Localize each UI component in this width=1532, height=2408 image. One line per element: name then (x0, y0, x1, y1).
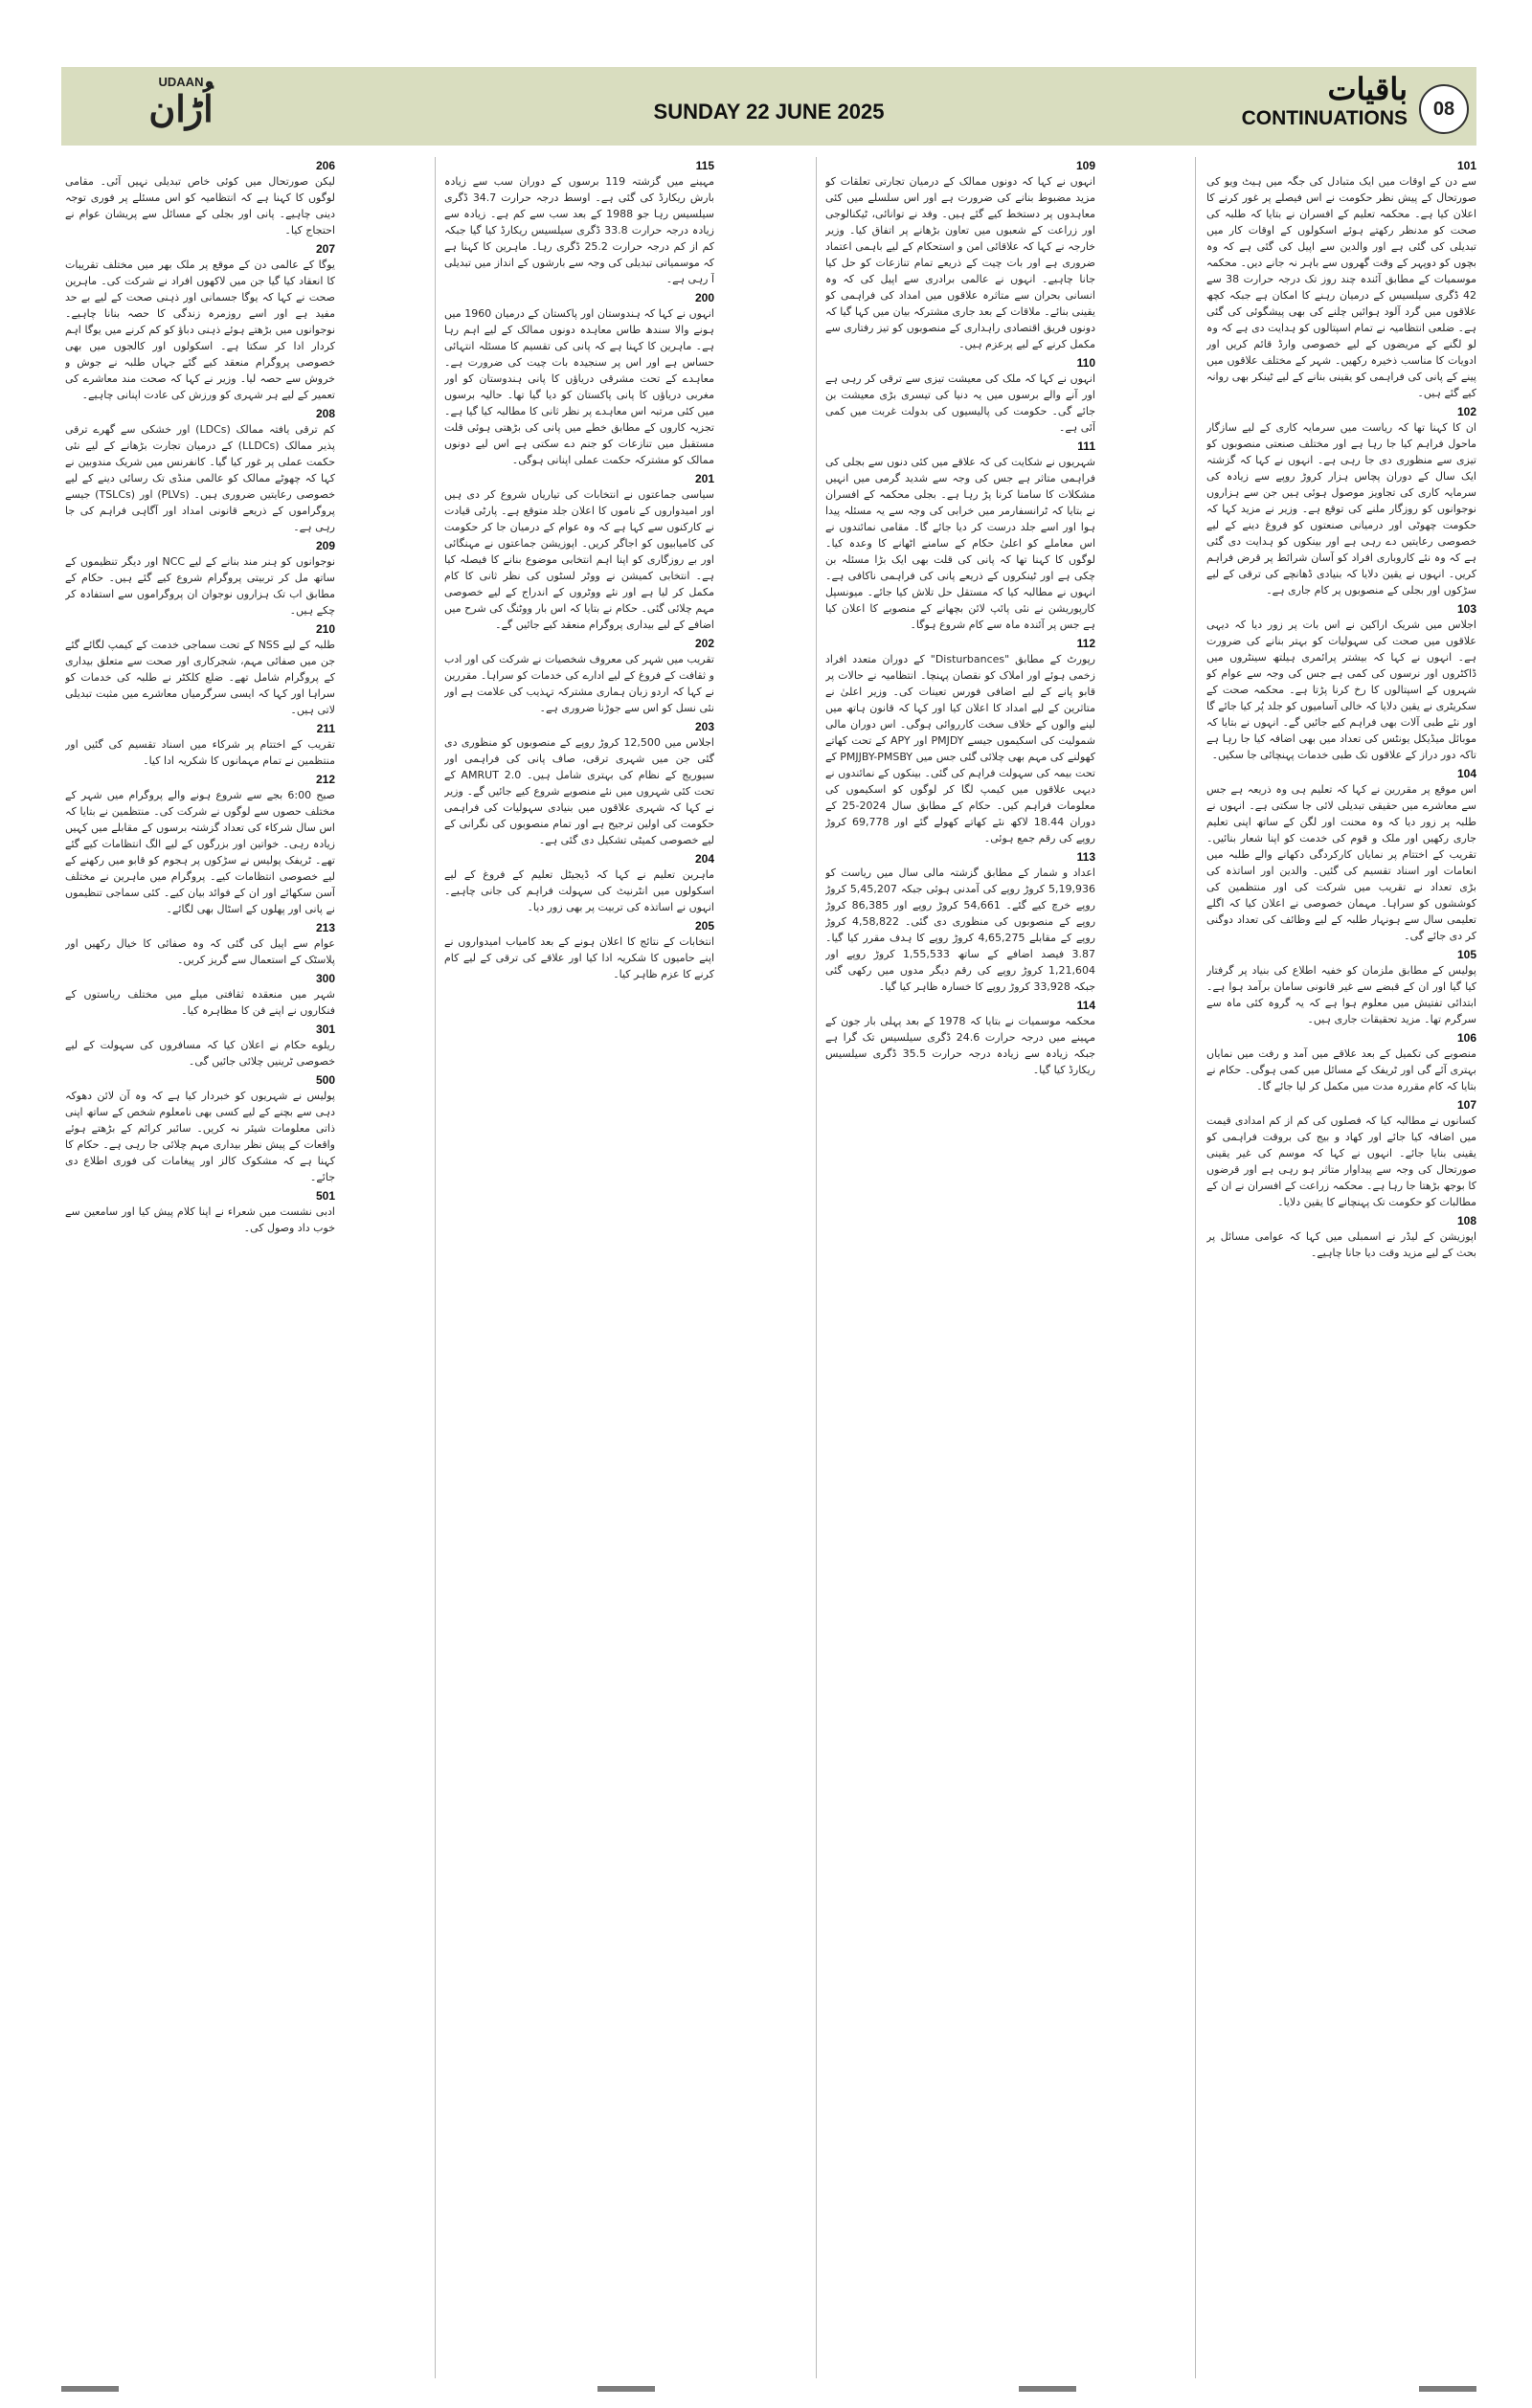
continuation-text: نوجوانوں کو ہنر مند بنانے کے لیے NCC اور دیگر تنظیموں کے ساتھ مل کر تربیتی پروگرام شروع کیے گئے ہیں۔ حکام کے مطابق اب تک ہزاروں نوجوان ان پروگراموں سے استفادہ کر چکے ہیں۔ (65, 555, 335, 617)
footer-bars (61, 2386, 1476, 2392)
column-divider (1195, 157, 1196, 2378)
continuation-text: اجلاس میں 12,500 کروڑ روپے کے منصوبوں کو منظوری دی گئی جن میں شہری ترقی، صاف پانی کی فراہمی اور سیوریج کے نظام کی بہتری شامل ہیں۔ AMRUT 2.0 کے تحت کئی شہروں میں نئے منصوبے شروع کیے جائیں گے۔ وزیر نے کہا کہ شہری علاقوں میں بنیادی سہولیات کی فراہمی حکومت کی اولین ترجیح ہے اور تمام منصوبوں کی نگرانی کے لیے خصوصی کمیٹی تشکیل دی گئی ہے۔ (444, 736, 714, 846)
continuation-number: 101 (1456, 159, 1476, 172)
continuation-number: 102 (1456, 405, 1476, 418)
continuation-text: اعداد و شمار کے مطابق گزشتہ مالی سال میں ریاست کو 5,19,936 کروڑ روپے کی آمدنی ہوئی جبکہ 5,45,207 کروڑ روپے خرچ کیے گئے۔ 54,661 کروڑ روپے اور 86,385 کروڑ روپے کے منصوبوں کی منظوری دی گئی۔ 4,58,822 کروڑ روپے کے مقابلے 4,65,275 کروڑ روپے کا ہدف مقرر کیا گیا۔ 3.87 فیصد اضافے کے ساتھ 1,55,533 کروڑ روپے اور 1,21,604 کروڑ روپے کی رقم دیگر مدوں میں رکھی گئی جبکہ 33,928 کروڑ روپے کا خسارہ ظاہر کیا گیا۔ (825, 866, 1095, 993)
continuation-number: 301 (315, 1023, 335, 1036)
logo-english: UDAAN (158, 75, 204, 89)
continuation-text: مہینے میں گزشتہ 119 برسوں کے دوران سب سے زیادہ بارش ریکارڈ کی گئی ہے۔ اوسط درجہ حرارت 34.7 ڈگری سیلسیس رہا جو 1988 کے بعد سب سے کم ہے۔ زیادہ سے زیادہ درجہ حرارت 33.8 ڈگری سیلسیس ریکارڈ کیا گیا جبکہ کم از کم درجہ حرارت 25.2 ڈگری رہا۔ ماہرین کا کہنا ہے کہ موسمیاتی تبدیلی کی وجہ سے بارشوں کے انداز میں تبدیلی آ رہی ہے۔ (444, 175, 714, 285)
continuation-number: 113 (1076, 850, 1095, 864)
continuation-text: انہوں نے کہا کہ ہندوستان اور پاکستان کے درمیان 1960 میں ہونے والا سندھ طاس معاہدہ دونوں ممالک کے لیے اہم رہا ہے۔ ماہرین کا کہنا ہے کہ پانی کی تقسیم کا مسئلہ انتہائی حساس ہے اور اس پر سنجیدہ بات چیت کی ضرورت ہے۔ معاہدے کے تحت مشرقی دریاؤں کا پانی ہندوستان کو اور مغربی دریاؤں کا پانی پاکستان کو دیا گیا تھا۔ حالیہ برسوں میں کئی مرتبہ اس معاہدے پر نظر ثانی کا مطالبہ کیا گیا ہے۔ تجزیہ کاروں کے مطابق خطے میں پانی کی بڑھتی ہوئی قلت مستقبل میں تنازعات کو جنم دے سکتی ہے اس لیے دونوں ممالک کو مشترکہ حکمت عملی اپنانی ہوگی۔ (444, 307, 714, 466)
footer-bar (61, 2386, 119, 2392)
continuation-text: سے دن کے اوقات میں ایک متبادل کی جگہ میں ہیٹ ویو کی صورتحال کے پیش نظر حکومت نے اس فیصلے پر غور کرنے کا اعلان کیا ہے۔ محکمہ تعلیم کے افسران نے بتایا کہ طلبہ کی صحت کو مدنظر رکھتے ہوئے اسکولوں کے اوقات کار میں تبدیلی کی گئی ہے اور والدین سے اپیل کی گئی ہے کہ وہ بچوں کو دوپہر کے وقت گھروں سے باہر نہ جانے دیں۔ محکمہ موسمیات کے مطابق آئندہ چند روز تک درجہ حرارت 38 سے 42 ڈگری سیلسیس کے درمیان رہنے کا امکان ہے جبکہ کچھ علاقوں میں گرد آلود ہوائیں چلنے کی بھی پیشگوئی کی گئی ہے۔ ضلعی انتظامیہ نے تمام اسپتالوں کو ہدایت دی ہے کہ وہ لو لگنے کے مریضوں کے لیے خصوصی وارڈ قائم کریں اور ادویات کا مناسب ذخیرہ رکھیں۔ شہر کے مختلف علاقوں میں پینے کے پانی کی فراہمی کو یقینی بنانے کے لیے ٹینکر بھی روانہ کیے گئے ہیں۔ (1206, 175, 1476, 399)
continuation-text: شہر میں منعقدہ ثقافتی میلے میں مختلف ریاستوں کے فنکاروں نے اپنے فن کا مظاہرہ کیا۔ (65, 988, 335, 1017)
continuation-text: اس موقع پر مقررین نے کہا کہ تعلیم ہی وہ ذریعہ ہے جس سے معاشرے میں حقیقی تبدیلی لائی جا سکتی ہے۔ انہوں نے طلبہ پر زور دیا کہ وہ محنت اور لگن کے ساتھ اپنی تعلیم جاری رکھیں اور ملک و قوم کی خدمت کو اپنا شعار بنائیں۔ تقریب کے اختتام پر نمایاں کارکردگی دکھانے والے طلبہ میں انعامات اور اسناد تقسیم کی گئیں۔ والدین اور اساتذہ کی بڑی تعداد نے تقریب میں شرکت کی اور منتظمین کی کوششوں کو سراہا۔ مہمان خصوصی نے اعلان کیا کہ اگلے تعلیمی سال سے ہونہار طلبہ کے لیے وظائف کی تعداد دوگنی کر دی جائے گی۔ (1206, 783, 1476, 942)
continuation-text: انتخابات کے نتائج کا اعلان ہونے کے بعد کامیاب امیدواروں نے اپنے حامیوں کا شکریہ ادا کیا اور علاقے کی ترقی کے لیے کام کرنے کا عزم ظاہر کیا۔ (444, 935, 714, 980)
column-2 (825, 157, 1095, 2378)
page-header (61, 67, 1476, 146)
continuation-number: 208 (315, 407, 335, 420)
continuation-text: یوگا کے عالمی دن کے موقع پر ملک بھر میں مختلف تقریبات کا انعقاد کیا گیا جن میں لاکھوں افراد نے شرکت کی۔ ماہرین صحت نے کہا کہ یوگا جسمانی اور ذہنی صحت کے لیے بے حد مفید ہے اور اسے روزمرہ زندگی کا حصہ بنانا چاہیے۔ نوجوانوں میں بڑھتے ہوئے ذہنی دباؤ کو کم کرنے میں یوگا اہم کردار ادا کر سکتا ہے۔ اسکولوں اور کالجوں میں بھی خصوصی پروگرام منعقد کیے گئے جہاں طلبہ نے جوش و خروش سے حصہ لیا۔ وزیر نے کہا کہ صحت مند معاشرے کی تعمیر کے لیے ہر شہری کو ورزش کی عادت اپنانی چاہیے۔ (65, 259, 335, 401)
footer-bar (597, 2386, 655, 2392)
continuation-number: 111 (1077, 439, 1095, 453)
continuation-text: پولیس کے مطابق ملزمان کو خفیہ اطلاع کی بنیاد پر گرفتار کیا گیا اور ان کے قبضے سے غیر قانونی سامان برآمد ہوا ہے۔ ابتدائی تفتیش میں معلوم ہوا ہے کہ یہ گروہ کئی ماہ سے سرگرم تھا۔ مزید تحقیقات جاری ہیں۔ (1206, 964, 1476, 1025)
continuation-number: 107 (1456, 1098, 1476, 1112)
column-divider (435, 157, 436, 2378)
continuation-number: 109 (1075, 159, 1095, 172)
continuation-text: لیکن صورتحال میں کوئی خاص تبدیلی نہیں آئی۔ مقامی لوگوں کا کہنا ہے کہ انتظامیہ کو اس مسئلے پر فوری توجہ دینی چاہیے۔ پانی اور بجلی کے مسائل سے پریشان عوام نے احتجاج کیا۔ (65, 175, 335, 236)
continuation-number: 210 (315, 622, 335, 636)
continuation-text: صبح 6:00 بجے سے شروع ہونے والے پروگرام میں شہر کے مختلف حصوں سے لوگوں نے شرکت کی۔ منتظمین نے بتایا کہ اس سال شرکاء کی تعداد گزشتہ برسوں کے مقابلے میں کہیں زیادہ رہی۔ خواتین اور بزرگوں کے لیے الگ انتظامات کیے گئے تھے۔ ٹریفک پولیس نے سڑکوں پر ہجوم کو قابو میں رکھنے کے لیے خصوصی انتظامات کیے۔ پروگرام میں ماہرین نے مختلف آسن سکھائے اور ان کے فوائد بیان کیے۔ کئی سماجی تنظیموں نے پانی اور پھلوں کے اسٹال بھی لگائے۔ (65, 789, 335, 915)
continuation-text: محکمہ موسمیات نے بتایا کہ 1978 کے بعد پہلی بار جون کے مہینے میں درجہ حرارت 24.6 ڈگری سیلسیس تک گرا ہے جبکہ زیادہ سے زیادہ درجہ حرارت 35.5 ڈگری سیلسیس ریکارڈ کیا گیا۔ (825, 1015, 1095, 1076)
continuation-number: 500 (315, 1073, 335, 1087)
continuation-number: 205 (694, 919, 714, 933)
continuation-text: اپوزیشن کے لیڈر نے اسمبلی میں کہا کہ عوامی مسائل پر بحث کے لیے مزید وقت دیا جانا چاہیے۔ (1206, 1230, 1476, 1259)
continuation-number: 501 (315, 1189, 335, 1203)
continuation-text: ماہرین تعلیم نے کہا کہ ڈیجیٹل تعلیم کے فروغ کے لیے اسکولوں میں انٹرنیٹ کی سہولت فراہم کی جانی چاہیے۔ انہوں نے اساتذہ کی تربیت پر بھی زور دیا۔ (444, 868, 714, 913)
article-columns (61, 157, 1476, 2378)
continuation-text: طلبہ کے لیے NSS کے تحت سماجی خدمت کے کیمپ لگائے گئے جن میں صفائی مہم، شجرکاری اور صحت سے متعلق بیداری کے پروگرام شامل تھے۔ ضلع کلکٹر نے طلبہ کی خدمات کو سراہا اور کہا کہ ایسی سرگرمیاں معاشرے میں مثبت تبدیلی لاتی ہیں۔ (65, 639, 335, 716)
continuation-text: شہریوں نے شکایت کی کہ علاقے میں کئی دنوں سے بجلی کی فراہمی متاثر ہے جس کی وجہ سے شدید گرمی میں انہیں مشکلات کا سامنا کرنا پڑ رہا ہے۔ بجلی محکمہ کے افسران نے بتایا کہ ٹرانسفارمر میں خرابی کی وجہ سے یہ مسئلہ پیدا ہوا اور اسے جلد درست کر دیا جائے گا۔ مقامی نمائندوں نے اس معاملے کو اعلیٰ حکام کے سامنے اٹھانے کا وعدہ کیا۔ لوگوں کا کہنا تھا کہ پانی کی قلت بھی ایک بڑا مسئلہ بن چکی ہے اور ٹینکروں کے ذریعے پانی کی فراہمی ناکافی ہے۔ انہوں نے مطالبہ کیا کہ مستقل حل تلاش کیا جائے۔ میونسپل کارپوریشن نے نئی پائپ لائن بچھانے کے منصوبے کا اعلان کیا ہے جس پر آئندہ ماہ سے کام شروع ہوگا۔ (825, 456, 1095, 631)
continuation-text: رپورٹ کے مطابق "Disturbances" کے دوران متعدد افراد زخمی ہوئے اور املاک کو نقصان پہنچا۔ انتظامیہ نے حالات پر قابو پانے کے لیے اضافی فورس تعینات کی۔ وزیر اعلیٰ نے متاثرین کے لیے امداد کا اعلان کیا اور کہا کہ قانون ہاتھ میں لینے والوں کے خلاف سخت کارروائی ہوگی۔ اس دوران مالی شمولیت کی اسکیموں جیسے PMJDY اور APY کے تحت کھاتے کھولنے کی مہم بھی چلائی گئی جس میں PMJJBY-PMSBY کے تحت بیمہ کی سہولت فراہم کی گئی۔ بینکوں کے نمائندوں نے دیہی علاقوں میں کیمپ لگا کر لوگوں کو اسکیموں کی معلومات فراہم کیں۔ حکام کے مطابق سال 2024-25 کے دوران 18.44 لاکھ نئے کھاتے کھولے گئے اور 69,778 کروڑ روپے کی رقم جمع ہوئی۔ (825, 653, 1095, 844)
continuation-text: پولیس نے شہریوں کو خبردار کیا ہے کہ وہ آن لائن دھوکہ دہی سے بچنے کے لیے کسی بھی نامعلوم شخص کے ساتھ اپنی ذاتی معلومات شیئر نہ کریں۔ سائبر کرائم کے بڑھتے ہوئے واقعات کے پیش نظر بیداری مہم چلائی جا رہی ہے۔ حکام کا کہنا ہے کہ مشکوک کالز اور پیغامات کی فوری اطلاع دی جائے۔ (65, 1090, 335, 1183)
continuation-text: اجلاس میں شریک اراکین نے اس بات پر زور دیا کہ دیہی علاقوں میں صحت کی سہولیات کو بہتر بنانے کی ضرورت ہے۔ انہوں نے کہا کہ بیشتر پرائمری ہیلتھ سینٹروں میں ڈاکٹروں اور نرسوں کی کمی ہے جس کی وجہ سے عوام کو شہروں کے اسپتالوں کا رخ کرنا پڑتا ہے۔ محکمہ صحت کے سکریٹری نے یقین دلایا کہ خالی آسامیوں کو جلد پُر کیا جائے گا اور نئے طبی آلات بھی فراہم کیے جائیں گے۔ انہوں نے بتایا کہ موبائل میڈیکل یونٹس کی تعداد میں بھی اضافہ کیا جا رہا ہے تاکہ دور دراز کے علاقوں تک طبی خدمات پہنچائی جا سکیں۔ (1206, 619, 1476, 761)
continuation-number: 212 (315, 773, 335, 786)
continuation-number: 112 (1076, 637, 1095, 650)
continuation-number: 213 (315, 921, 335, 934)
continuation-text: ریلوے حکام نے اعلان کیا کہ مسافروں کی سہولت کے لیے خصوصی ٹرینیں چلائی جائیں گی۔ (65, 1039, 335, 1068)
column-divider (816, 157, 817, 2378)
continuation-number: 106 (1456, 1031, 1476, 1045)
continuation-number: 103 (1456, 602, 1476, 616)
section-title-urdu: باقیات (1327, 71, 1408, 107)
column-1 (1206, 157, 1476, 2378)
continuation-number: 108 (1456, 1214, 1476, 1227)
continuation-text: منصوبے کی تکمیل کے بعد علاقے میں آمد و رفت میں نمایاں بہتری آئے گی اور ٹریفک کے مسائل میں کمی ہوگی۔ حکام نے بتایا کہ کام مقررہ مدت میں مکمل کر لیا جائے گا۔ (1206, 1047, 1476, 1092)
continuation-number: 207 (315, 242, 335, 256)
continuation-text: کم ترقی یافتہ ممالک (LDCs) اور خشکی سے گھرے ترقی پذیر ممالک (LLDCs) کے درمیان تجارت بڑھانے کے لیے نئی حکمت عملی پر غور کیا گیا۔ کانفرنس میں شریک مندوبین نے کہا کہ چھوٹے ممالک کو عالمی منڈی تک رسائی دینے کے لیے خصوصی رعایتیں ضروری ہیں۔ (PLVs) اور (TSLCs) جیسے پروگراموں کے ذریعے قانونی امداد اور آگاہی فراہم کی جا رہی ہے۔ (65, 423, 335, 533)
continuation-text: ان کا کہنا تھا کہ ریاست میں سرمایہ کاری کے لیے سازگار ماحول فراہم کیا جا رہا ہے اور مختلف صنعتی منصوبوں کو تیزی سے منظوری دی جا رہی ہے۔ انہوں نے کہا کہ گزشتہ ایک سال کے دوران پچاس ہزار کروڑ روپے سے زیادہ کی سرمایہ کاری کی تجاویز موصول ہوئی ہیں جن سے ہزاروں نوجوانوں کو روزگار ملنے کی توقع ہے۔ وزیر نے مزید کہا کہ حکومت چھوٹی اور درمیانی صنعتوں کو فروغ دینے کے لیے خصوصی رعایتیں دے رہی ہے اور بینکوں کو ہدایت دی گئی ہے کہ وہ نئے کاروباری افراد کو آسان شرائط پر قرض فراہم کریں۔ انہوں نے یقین دلایا کہ بنیادی ڈھانچے کی ترقی کے لیے سڑکوں اور بجلی کے منصوبوں پر کام جاری ہے۔ (1206, 421, 1476, 596)
column-3 (444, 157, 714, 2378)
continuation-text: تقریب کے اختتام پر شرکاء میں اسناد تقسیم کی گئیں اور منتظمین نے تمام مہمانوں کا شکریہ ادا کیا۔ (65, 738, 335, 767)
continuation-number: 206 (315, 159, 335, 172)
continuation-number: 201 (694, 472, 714, 485)
continuation-number: 202 (694, 637, 714, 650)
column-4 (65, 157, 335, 2378)
continuation-number: 211 (316, 722, 335, 735)
continuation-number: 200 (694, 291, 714, 304)
continuation-number: 110 (1076, 356, 1095, 370)
section-title-english: CONTINUATIONS (1241, 107, 1408, 129)
continuation-text: سیاسی جماعتوں نے انتخابات کی تیاریاں شروع کر دی ہیں اور امیدواروں کے ناموں کا اعلان جلد متوقع ہے۔ پارٹی قیادت نے کارکنوں سے کہا ہے کہ وہ عوام کے درمیان جا کر حکومت کی کامیابیوں کو اجاگر کریں۔ اپوزیشن جماعتوں نے مہنگائی اور بے روزگاری کو اپنا اہم انتخابی موضوع بنانے کا فیصلہ کیا ہے۔ انتخابی کمیشن نے ووٹر لسٹوں کی نظر ثانی کا کام مکمل کر لیا ہے اور نئے ووٹروں کے اندراج کے لیے خصوصی مہم چلائی گئی۔ حکام نے بتایا کہ اس بار ووٹنگ کی شرح میں اضافے کے لیے بیداری پروگرام منعقد کیے جائیں گے۔ (444, 488, 714, 631)
continuation-text: عوام سے اپیل کی گئی کہ وہ صفائی کا خیال رکھیں اور پلاسٹک کے استعمال سے گریز کریں۔ (65, 937, 335, 966)
continuation-number: 209 (315, 539, 335, 552)
continuation-text: تقریب میں شہر کی معروف شخصیات نے شرکت کی اور ادب و ثقافت کے فروغ کے لیے ادارے کی خدمات کو سراہا۔ مقررین نے کہا کہ اردو زبان ہماری مشترکہ تہذیب کی علامت ہے اور نئی نسل کو اس سے جوڑنا ضروری ہے۔ (444, 653, 714, 714)
section-title (1242, 71, 1408, 130)
issue-date: SUNDAY 22 JUNE 2025 (653, 100, 885, 124)
continuation-text: انہوں نے کہا کہ دونوں ممالک کے درمیان تجارتی تعلقات کو مزید مضبوط بنانے کی ضرورت ہے اور اس سلسلے میں کئی معاہدوں پر دستخط کیے گئے ہیں۔ وفد نے توانائی، ٹیکنالوجی اور زراعت کے شعبوں میں تعاون بڑھانے پر اتفاق کیا۔ وزیر خارجہ نے کہا کہ علاقائی امن و استحکام کے لیے باہمی اعتماد ضروری ہے اور بات چیت کے ذریعے تمام تنازعات کو حل کیا جانا چاہیے۔ انہوں نے عالمی برادری سے اپیل کی کہ وہ انسانی بحران سے متاثرہ علاقوں میں امداد کی فراہمی کو یقینی بنائے۔ ملاقات کے بعد جاری مشترکہ بیان میں کہا گیا کہ دونوں فریق اقتصادی راہداری کے منصوبوں کو تیز رفتاری سے مکمل کرنے کے لیے پرعزم ہیں۔ (825, 175, 1095, 350)
footer-bar (1019, 2386, 1076, 2392)
continuation-number: 104 (1456, 767, 1476, 780)
page-number-badge: 08 (1419, 84, 1469, 134)
continuation-number: 204 (694, 852, 714, 866)
continuation-number: 115 (695, 159, 714, 172)
continuation-text: کسانوں نے مطالبہ کیا کہ فصلوں کی کم از کم امدادی قیمت میں اضافہ کیا جائے اور کھاد و بیج کی بروقت فراہمی کو یقینی بنایا جائے۔ انہوں نے کہا کہ موسم کی غیر یقینی صورتحال کی وجہ سے پیداوار متاثر ہو رہی ہے اور قرضوں کا بوجھ بڑھتا جا رہا ہے۔ محکمہ زراعت کے افسران نے ان کے مطالبات کو حکومت تک پہنچانے کا یقین دلایا۔ (1206, 1114, 1476, 1208)
footer-bar (1419, 2386, 1476, 2392)
continuation-number: 114 (1076, 999, 1095, 1012)
continuation-number: 203 (694, 720, 714, 733)
continuation-text: ادبی نشست میں شعراء نے اپنا کلام پیش کیا اور سامعین سے خوب داد وصول کی۔ (65, 1205, 335, 1234)
continuation-number: 105 (1456, 948, 1476, 961)
continuation-number: 300 (315, 972, 335, 985)
continuation-text: انہوں نے کہا کہ ملک کی معیشت تیزی سے ترقی کر رہی ہے اور آنے والے برسوں میں یہ دنیا کی تیسری بڑی معیشت بن جائے گی۔ حکومت کی پالیسیوں کی بدولت غربت میں کمی آئی ہے۔ (825, 372, 1095, 434)
logo-urdu: اُڑان (148, 87, 214, 130)
